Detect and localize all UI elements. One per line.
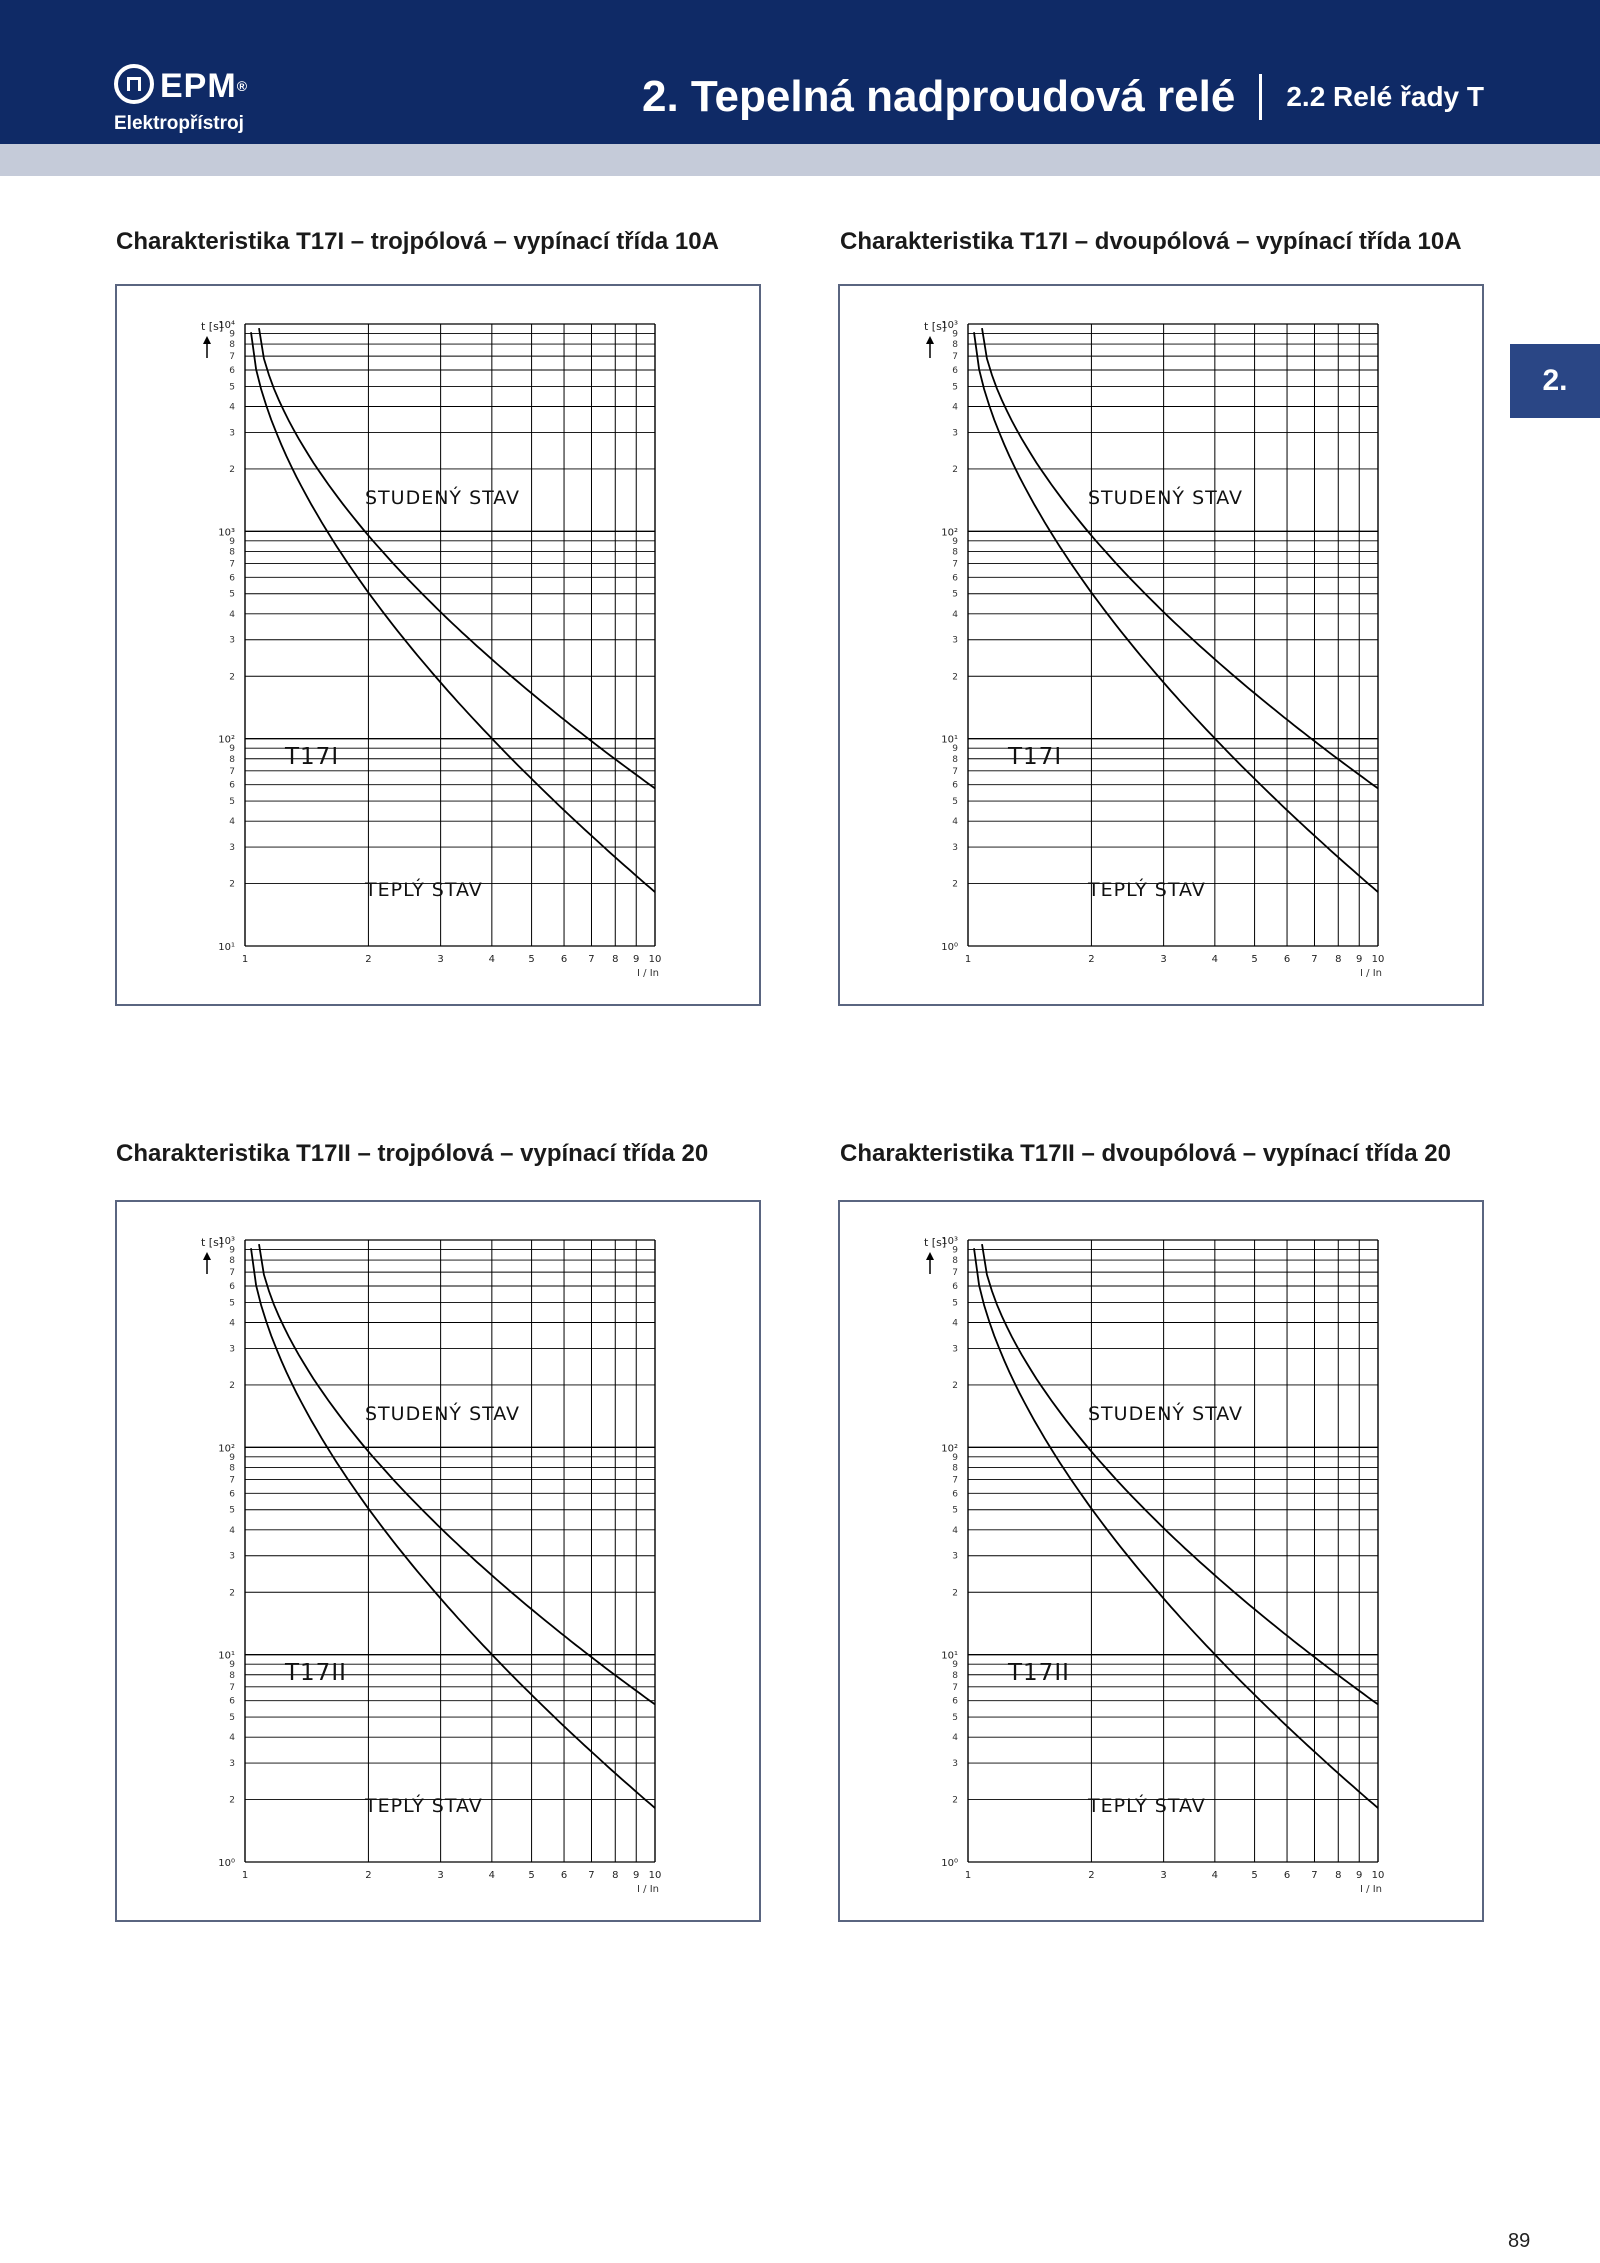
x-tick-label: 3 — [1160, 1870, 1167, 1881]
y-tick-label: 8 — [952, 340, 958, 351]
y-tick-label: 4 — [229, 1525, 235, 1536]
y-tick-label: 8 — [952, 547, 958, 558]
y-axis-label: t [s] — [924, 320, 947, 333]
y-tick-label: 9 — [229, 329, 235, 340]
chart-svg-4 — [840, 1202, 1482, 1920]
x-tick-label: 1 — [241, 954, 249, 965]
warm-state-label: TEPLÝ STAV — [1088, 1795, 1206, 1817]
y-tick-label: 2 — [229, 1588, 235, 1599]
x-tick-label: 2 — [365, 954, 372, 965]
y-axis-label: t [s] — [924, 1236, 947, 1249]
x-tick-label: 6 — [560, 954, 568, 965]
y-tick-label: 2 — [952, 1795, 958, 1806]
x-tick-label: 8 — [1335, 1870, 1342, 1881]
x-tick-label: 8 — [1335, 954, 1342, 965]
chart-grid — [245, 1240, 655, 1862]
y-tick-label: 9 — [952, 1660, 958, 1671]
x-tick-label: 7 — [1311, 1870, 1318, 1881]
x-axis-labels — [242, 1870, 662, 1881]
y-tick-label: 5 — [952, 1713, 958, 1724]
model-label: T17I — [1008, 744, 1063, 770]
x-axis-label: I / In — [637, 968, 659, 979]
chart-grid — [245, 324, 655, 946]
y-tick-label: 5 — [229, 589, 235, 600]
x-tick-label: 8 — [612, 1870, 619, 1881]
chart-svg-3 — [117, 1202, 759, 1920]
y-tick-label: 3 — [229, 1551, 235, 1562]
chart-grid — [968, 1240, 1378, 1862]
y-tick-label: 9 — [229, 1660, 235, 1671]
y-tick-label: 6 — [952, 1696, 958, 1707]
x-axis-labels — [965, 1870, 1385, 1881]
chapter-tab: 2. — [1510, 344, 1600, 418]
x-axis-labels — [965, 954, 1385, 965]
y-tick-label: 4 — [952, 402, 958, 413]
y-axis-labels — [218, 320, 235, 953]
y-tick-label: 5 — [952, 589, 958, 600]
y-decade-label: 10⁰ — [218, 1858, 235, 1869]
x-tick-label: 3 — [1160, 954, 1167, 965]
warm-state-label: TEPLÝ STAV — [1088, 879, 1206, 901]
cold-state-curve — [259, 1244, 655, 1704]
x-tick-label: 9 — [1356, 954, 1363, 965]
y-tick-label: 4 — [229, 402, 235, 413]
y-axis-arrowhead-icon — [926, 1252, 934, 1260]
cold-state-curve — [259, 328, 655, 788]
x-axis-label: I / In — [637, 1884, 659, 1895]
y-tick-label: 5 — [952, 1298, 958, 1309]
y-decade-label: 10⁴ — [218, 320, 235, 331]
y-tick-label: 3 — [229, 428, 235, 439]
chart-svg-1 — [117, 286, 759, 1004]
x-axis-label: I / In — [1360, 1884, 1382, 1895]
y-tick-label: 3 — [952, 428, 958, 439]
y-tick-label: 2 — [229, 672, 235, 683]
y-axis-arrowhead-icon — [203, 1252, 211, 1260]
y-tick-label: 7 — [952, 559, 958, 570]
y-tick-label: 6 — [952, 573, 958, 584]
title-separator — [1259, 74, 1262, 120]
y-tick-label: 2 — [952, 1588, 958, 1599]
model-label: T17I — [285, 744, 340, 770]
x-tick-label: 9 — [1356, 1870, 1363, 1881]
y-tick-label: 9 — [952, 329, 958, 340]
y-tick-label: 4 — [952, 817, 958, 828]
x-tick-label: 5 — [528, 1870, 535, 1881]
y-decade-label: 10² — [941, 1443, 958, 1455]
y-tick-label: 6 — [229, 1281, 235, 1292]
x-tick-label: 5 — [528, 954, 535, 965]
y-tick-label: 2 — [952, 464, 958, 475]
chart-panel-4 — [838, 1200, 1484, 1922]
y-decade-label: 10³ — [941, 1236, 958, 1247]
y-tick-label: 5 — [952, 382, 958, 393]
epm-logo — [114, 64, 284, 142]
y-tick-label: 6 — [952, 780, 958, 791]
y-tick-label: 2 — [952, 1380, 958, 1391]
y-tick-label: 8 — [952, 1670, 958, 1681]
y-tick-label: 4 — [952, 609, 958, 620]
chart-caption-3: Charakteristika T17II – trojpólová – vypínací třída 20 — [116, 1140, 709, 1167]
y-tick-label: 8 — [952, 1256, 958, 1267]
y-decade-label: 10² — [218, 1443, 235, 1455]
page-header — [0, 0, 1600, 144]
y-tick-label: 7 — [952, 1268, 958, 1279]
y-tick-label: 6 — [229, 1696, 235, 1707]
y-tick-label: 9 — [952, 744, 958, 755]
x-tick-label: 7 — [588, 1870, 595, 1881]
y-tick-label: 6 — [952, 365, 958, 376]
x-tick-label: 9 — [633, 954, 640, 965]
x-tick-label: 7 — [588, 954, 595, 965]
y-tick-label: 3 — [952, 843, 958, 854]
chart-panel-2 — [838, 284, 1484, 1006]
y-tick-label: 9 — [229, 744, 235, 755]
y-decade-label: 10¹ — [218, 1650, 235, 1662]
y-axis-labels — [941, 320, 958, 953]
y-tick-label: 7 — [229, 559, 235, 570]
y-tick-label: 3 — [952, 1759, 958, 1770]
y-tick-label: 9 — [229, 1245, 235, 1256]
page-subtitle: 2.2 Relé řady T — [1286, 81, 1484, 112]
cold-state-label: STUDENÝ STAV — [1088, 487, 1244, 509]
y-tick-label: 6 — [229, 365, 235, 376]
x-tick-label: 4 — [488, 1870, 496, 1881]
x-tick-label: 7 — [1311, 954, 1318, 965]
y-tick-label: 2 — [229, 464, 235, 475]
x-tick-label: 9 — [633, 1870, 640, 1881]
y-tick-label: 2 — [229, 1795, 235, 1806]
y-axis-arrowhead-icon — [926, 336, 934, 344]
chart-panel-1 — [115, 284, 761, 1006]
y-tick-label: 6 — [229, 1489, 235, 1500]
chart-caption-2: Charakteristika T17I – dvoupólová – vypínací třída 10A — [840, 228, 1462, 255]
y-tick-label: 6 — [229, 573, 235, 584]
warm-state-curve — [974, 1248, 1378, 1808]
x-tick-label: 1 — [241, 1870, 249, 1881]
y-tick-label: 8 — [952, 754, 958, 765]
y-decade-label: 10⁰ — [941, 942, 958, 953]
y-tick-label: 7 — [952, 352, 958, 363]
cold-state-curve — [982, 328, 1378, 788]
y-tick-label: 7 — [229, 1268, 235, 1279]
x-tick-label: 5 — [1251, 954, 1258, 965]
page-number: 89 — [1508, 2230, 1531, 2252]
y-tick-label: 5 — [952, 797, 958, 808]
y-axis-labels — [941, 1236, 958, 1869]
y-decade-label: 10³ — [218, 1236, 235, 1247]
y-tick-label: 7 — [952, 1475, 958, 1486]
cold-state-label: STUDENÝ STAV — [1088, 1403, 1244, 1425]
y-tick-label: 9 — [952, 1245, 958, 1256]
chart-svg-2 — [840, 286, 1482, 1004]
y-tick-label: 7 — [952, 766, 958, 777]
logo-registered-mark: ® — [236, 78, 249, 94]
page-title: 2. Tepelná nadproudová relé — [642, 72, 1236, 121]
y-tick-label: 5 — [229, 1298, 235, 1309]
y-tick-label: 4 — [952, 1525, 958, 1536]
x-axis-labels — [242, 954, 662, 965]
x-tick-label: 10 — [648, 954, 662, 965]
warm-state-curve — [251, 332, 655, 892]
y-tick-label: 3 — [952, 635, 958, 646]
x-axis-label: I / In — [1360, 968, 1382, 979]
y-tick-label: 3 — [229, 843, 235, 854]
model-label: T17II — [1008, 1660, 1070, 1686]
page-title-block — [642, 72, 1484, 122]
y-tick-label: 4 — [952, 1733, 958, 1744]
y-tick-label: 2 — [229, 1380, 235, 1391]
y-decade-label: 10³ — [218, 527, 235, 539]
y-tick-label: 2 — [952, 672, 958, 683]
y-tick-label: 4 — [229, 609, 235, 620]
y-axis-label: t [s] — [201, 1236, 224, 1249]
y-tick-label: 7 — [229, 1475, 235, 1486]
x-tick-label: 3 — [437, 1870, 444, 1881]
x-tick-label: 2 — [365, 1870, 372, 1881]
y-tick-label: 8 — [229, 1463, 235, 1474]
x-tick-label: 8 — [612, 954, 619, 965]
y-tick-label: 7 — [952, 1682, 958, 1693]
y-axis-labels — [218, 1236, 235, 1869]
chart-caption-1: Charakteristika T17I – trojpólová – vypínací třída 10A — [116, 228, 719, 255]
y-decade-label: 10² — [218, 734, 235, 746]
cold-state-label: STUDENÝ STAV — [365, 487, 521, 509]
y-tick-label: 5 — [229, 797, 235, 808]
y-tick-label: 2 — [229, 879, 235, 890]
y-tick-label: 7 — [229, 1682, 235, 1693]
y-tick-label: 3 — [229, 635, 235, 646]
y-tick-label: 4 — [952, 1318, 958, 1329]
y-tick-label: 8 — [229, 1670, 235, 1681]
x-tick-label: 6 — [560, 1870, 568, 1881]
y-tick-label: 5 — [229, 1505, 235, 1516]
y-tick-label: 9 — [952, 536, 958, 547]
model-label: T17II — [285, 1660, 347, 1686]
x-tick-label: 1 — [964, 1870, 972, 1881]
y-tick-label: 9 — [952, 1452, 958, 1463]
y-tick-label: 7 — [229, 766, 235, 777]
y-decade-label: 10³ — [941, 320, 958, 331]
x-tick-label: 6 — [1283, 954, 1291, 965]
y-tick-label: 4 — [229, 1318, 235, 1329]
y-tick-label: 3 — [952, 1551, 958, 1562]
y-tick-label: 8 — [229, 547, 235, 558]
y-decade-label: 10¹ — [941, 734, 958, 746]
y-tick-label: 6 — [229, 780, 235, 791]
y-tick-label: 8 — [229, 340, 235, 351]
x-tick-label: 1 — [964, 954, 972, 965]
y-tick-label: 9 — [229, 1452, 235, 1463]
y-tick-label: 3 — [229, 1759, 235, 1770]
y-tick-label: 6 — [952, 1281, 958, 1292]
chart-caption-4: Charakteristika T17II – dvoupólová – vypínací třída 20 — [840, 1140, 1451, 1167]
y-tick-label: 4 — [229, 1733, 235, 1744]
x-tick-label: 4 — [1211, 954, 1219, 965]
y-decade-label: 10⁰ — [941, 1858, 958, 1869]
y-tick-label: 4 — [229, 817, 235, 828]
logo-subtitle: Elektropřístroj — [114, 113, 244, 134]
x-tick-label: 4 — [1211, 1870, 1219, 1881]
epm-logo-mark-icon — [114, 64, 154, 104]
y-tick-label: 5 — [952, 1505, 958, 1516]
y-tick-label: 6 — [952, 1489, 958, 1500]
warm-state-label: TEPLÝ STAV — [365, 879, 483, 901]
x-tick-label: 2 — [1088, 1870, 1095, 1881]
cold-state-label: STUDENÝ STAV — [365, 1403, 521, 1425]
y-tick-label: 8 — [229, 1256, 235, 1267]
x-tick-label: 10 — [648, 1870, 662, 1881]
y-axis-label: t [s] — [201, 320, 224, 333]
y-tick-label: 8 — [952, 1463, 958, 1474]
cold-state-curve — [982, 1244, 1378, 1704]
x-tick-label: 2 — [1088, 954, 1095, 965]
y-decade-label: 10¹ — [941, 1650, 958, 1662]
y-decade-label: 10² — [941, 527, 958, 539]
x-tick-label: 3 — [437, 954, 444, 965]
x-tick-label: 10 — [1371, 1870, 1385, 1881]
x-tick-label: 6 — [1283, 1870, 1291, 1881]
chart-panel-3 — [115, 1200, 761, 1922]
warm-state-curve — [974, 332, 1378, 892]
y-tick-label: 8 — [229, 754, 235, 765]
y-tick-label: 3 — [229, 1344, 235, 1355]
x-tick-label: 4 — [488, 954, 496, 965]
y-tick-label: 7 — [229, 352, 235, 363]
x-tick-label: 10 — [1371, 954, 1385, 965]
warm-state-curve — [251, 1248, 655, 1808]
chart-grid — [968, 324, 1378, 946]
warm-state-label: TEPLÝ STAV — [365, 1795, 483, 1817]
y-tick-label: 3 — [952, 1344, 958, 1355]
y-decade-label: 10¹ — [218, 942, 235, 953]
x-tick-label: 5 — [1251, 1870, 1258, 1881]
y-axis-arrowhead-icon — [203, 336, 211, 344]
header-subbar — [0, 144, 1600, 176]
y-tick-label: 5 — [229, 1713, 235, 1724]
y-tick-label: 9 — [229, 536, 235, 547]
logo-text: EPM — [160, 67, 237, 105]
y-tick-label: 5 — [229, 382, 235, 393]
y-tick-label: 2 — [952, 879, 958, 890]
